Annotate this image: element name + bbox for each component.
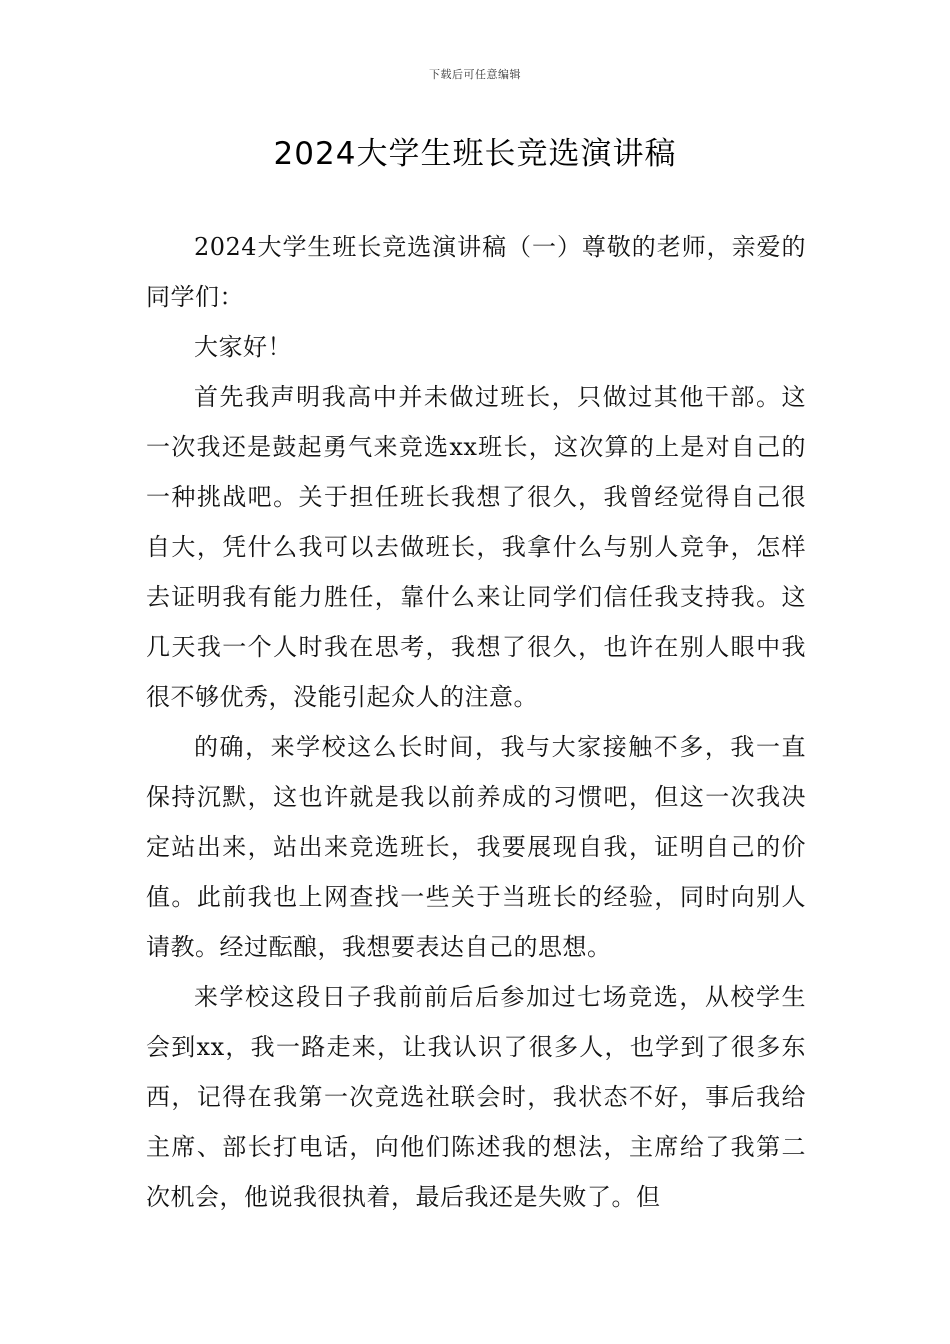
paragraph-intro: 2024大学生班长竞选演讲稿（一）尊敬的老师，亲爱的同学们： [146, 233, 806, 311]
paragraph-body: 首先我声明我高中并未做过班长，只做过其他干部。这一次我还是鼓起勇气来竞选xx班长，这次算的上是对自己的一种挑战吧。关于担任班长我想了很久，我曾经觉得自己很自大，凭什么我可以去做班长，我拿什么与别人竞争，怎样去证明我有能力胜任，靠什么来让同学们信任我支持我。这几天我一个人时我在思考，我想了很久，也许在别人眼中我很不够优秀，没能引起众人的注意。 [146, 383, 806, 711]
paragraph-body: 的确，来学校这么长时间，我与大家接触不多，我一直保持沉默，这也许就是我以前养成的习惯吧，但这一次我决定站出来，站出来竞选班长，我要展现自我，证明自己的价值。此前我也上网查找一些关于当班长的经验，同时向别人请教。经过酝酿，我想要表达自己的思想。 [146, 733, 806, 961]
header-note: 下载后可任意编辑 [429, 68, 521, 81]
document-title: 2024大学生班长竞选演讲稿 [273, 136, 677, 172]
paragraph-body: 来学校这段日子我前前后后参加过七场竞选，从校学生会到xx，我一路走来，让我认识了很多人，也学到了很多东西，记得在我第一次竞选社联会时，我状态不好，事后我给主席、部长打电话，向他们陈述我的想法，主席给了我第二次机会，他说我很执着，最后我还是失败了。但 [146, 983, 806, 1211]
document-body [146, 222, 806, 1222]
paragraph-greeting: 大家好！ [194, 333, 292, 361]
